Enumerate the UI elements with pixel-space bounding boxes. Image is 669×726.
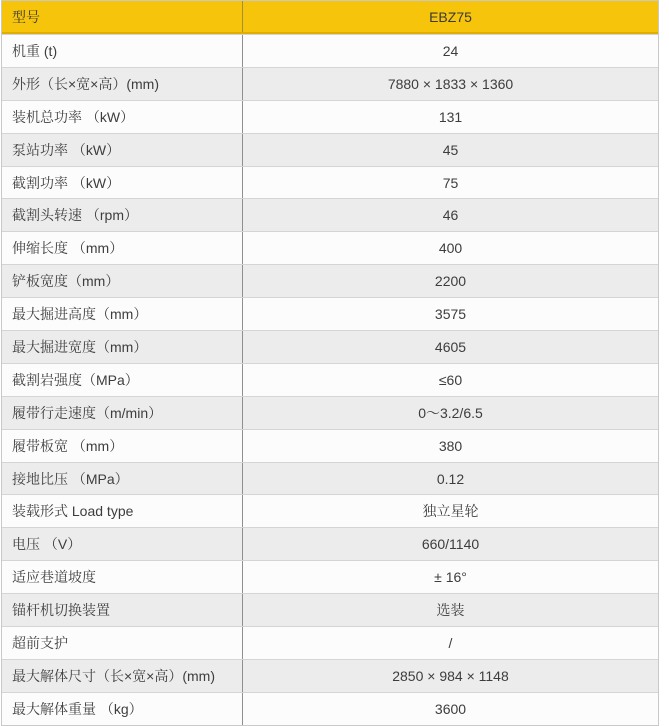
table-row xyxy=(2,494,658,527)
table-row xyxy=(2,659,658,692)
value-cell: 0.12 xyxy=(242,463,658,495)
param-cell: 泵站功率 （kW） xyxy=(12,141,121,158)
value-cell: 2850 × 984 × 1148 xyxy=(242,660,658,692)
table-row xyxy=(2,100,658,133)
value-cell: ± 16° xyxy=(242,561,658,593)
value-cell: / xyxy=(242,627,658,659)
table-row xyxy=(2,626,658,659)
header-value-cell: EBZ75 xyxy=(242,1,658,32)
param-cell: 截割头转速 （rpm） xyxy=(12,207,138,224)
table-header-row xyxy=(2,1,658,34)
value-cell: 131 xyxy=(242,101,658,133)
value-cell: ≤60 xyxy=(242,364,658,396)
value-cell: 3600 xyxy=(242,693,658,725)
value-cell: 3575 xyxy=(242,298,658,330)
param-cell: 最大解体重量 （kg） xyxy=(12,700,143,717)
table-row xyxy=(2,34,658,67)
spec-table xyxy=(1,0,659,726)
param-cell: 最大掘进宽度（mm） xyxy=(12,338,148,355)
table-row xyxy=(2,462,658,495)
table-row xyxy=(2,231,658,264)
value-cell: 400 xyxy=(242,232,658,264)
value-cell: 380 xyxy=(242,430,658,462)
param-cell: 最大掘进高度（mm） xyxy=(12,306,148,323)
param-cell: 截割功率 （kW） xyxy=(12,174,121,191)
param-cell: 超前支护 xyxy=(12,634,68,651)
value-cell: 75 xyxy=(242,167,658,199)
param-cell: 电压 （V） xyxy=(12,536,82,553)
param-cell: 机重 (t) xyxy=(12,42,58,59)
value-cell: 46 xyxy=(242,199,658,231)
param-cell: 截割岩强度（MPa） xyxy=(12,371,139,388)
value-cell: 24 xyxy=(242,35,658,67)
value-cell: 660/1140 xyxy=(242,528,658,560)
table-row xyxy=(2,363,658,396)
table-row xyxy=(2,264,658,297)
param-cell: 最大解体尺寸（长×宽×高）(mm) xyxy=(12,667,215,684)
table-row xyxy=(2,560,658,593)
param-cell: 锚杆机切换装置 xyxy=(12,602,110,619)
param-cell: 伸缩长度 （mm） xyxy=(12,240,124,257)
table-row xyxy=(2,297,658,330)
table-row xyxy=(2,396,658,429)
param-cell: 装载形式 Load type xyxy=(12,503,134,520)
param-cell: 外形（长×宽×高）(mm) xyxy=(12,75,159,92)
table-row xyxy=(2,692,658,725)
table-row xyxy=(2,133,658,166)
param-cell: 适应巷道坡度 xyxy=(12,569,96,586)
value-cell: 45 xyxy=(242,134,658,166)
value-cell: 独立星轮 xyxy=(242,495,658,527)
param-cell: 装机总功率 （kW） xyxy=(12,108,135,125)
param-cell: 接地比压 （MPa） xyxy=(12,470,129,487)
table-row xyxy=(2,330,658,363)
table-row xyxy=(2,593,658,626)
table-row xyxy=(2,527,658,560)
header-param-cell: 型号 xyxy=(12,8,40,25)
table-row xyxy=(2,67,658,100)
table-row xyxy=(2,429,658,462)
value-cell: 2200 xyxy=(242,265,658,297)
param-cell: 履带行走速度（m/min） xyxy=(12,404,163,421)
param-cell: 履带板宽 （mm） xyxy=(12,437,124,454)
table-row xyxy=(2,198,658,231)
value-cell: 7880 × 1833 × 1360 xyxy=(242,68,658,100)
table-row xyxy=(2,166,658,199)
value-cell: 0～3.2/6.5 xyxy=(242,397,658,429)
param-cell: 铲板宽度（mm） xyxy=(12,273,120,290)
value-cell: 选装 xyxy=(242,594,658,626)
value-cell: 4605 xyxy=(242,331,658,363)
